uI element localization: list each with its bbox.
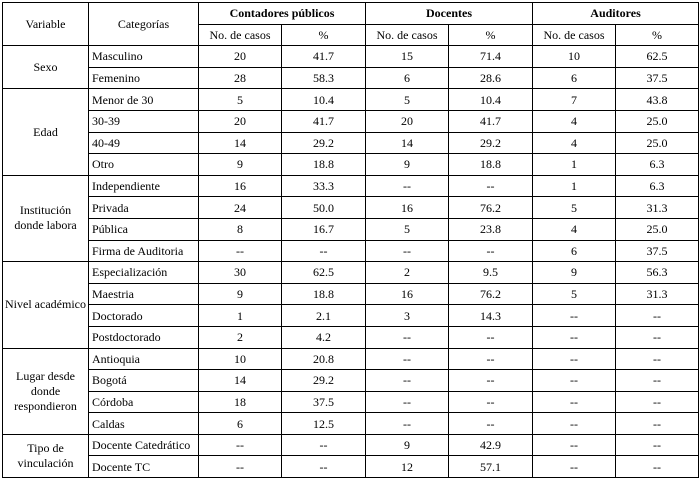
cell-casos-auditores: -- [533,370,616,392]
cell-pct-contadores: 29.2 [282,370,366,392]
header-variable: Variable [3,3,89,46]
category-cell: Masculino [89,46,199,68]
table-row [3,305,699,327]
category-cell: Postdoctorado [89,326,199,348]
table-row [3,262,699,284]
cell-pct-contadores: 41.7 [282,46,366,68]
table-row [3,89,699,111]
cell-pct-contadores: 62.5 [282,262,366,284]
category-cell: Femenino [89,67,199,89]
cell-casos-contadores: 28 [199,67,282,89]
cell-casos-contadores: -- [199,456,282,478]
cell-casos-auditores: 1 [533,175,616,197]
cell-pct-auditores: -- [616,305,699,327]
table-row [3,326,699,348]
table-row [3,283,699,305]
cell-pct-auditores: 31.3 [616,283,699,305]
cell-casos-auditores: 7 [533,89,616,111]
cell-casos-auditores: -- [533,326,616,348]
header-pct-docentes: % [449,24,533,46]
cell-pct-contadores: 18.8 [282,154,366,176]
cell-casos-auditores: -- [533,413,616,435]
table-row [3,67,699,89]
cell-casos-docentes: -- [366,240,449,262]
cell-pct-contadores: 41.7 [282,110,366,132]
table-row [3,434,699,456]
table-row [3,110,699,132]
cell-pct-docentes: 29.2 [449,132,533,154]
cell-casos-auditores: 6 [533,240,616,262]
cell-casos-contadores: 2 [199,326,282,348]
cell-pct-contadores: -- [282,240,366,262]
cell-casos-contadores: 24 [199,197,282,219]
cell-casos-docentes: -- [366,413,449,435]
cell-casos-docentes: 12 [366,456,449,478]
demographics-table [2,2,699,478]
table-row [3,370,699,392]
cell-pct-docentes: -- [449,326,533,348]
cell-casos-docentes: -- [366,326,449,348]
cell-casos-contadores: 10 [199,348,282,370]
variable-cell: Sexo [3,46,89,89]
cell-pct-docentes: -- [449,240,533,262]
cell-casos-auditores: -- [533,434,616,456]
cell-casos-docentes: 20 [366,110,449,132]
cell-pct-docentes: -- [449,175,533,197]
cell-casos-contadores: 1 [199,305,282,327]
cell-casos-contadores: 20 [199,110,282,132]
category-cell: Pública [89,218,199,240]
header-categorias: Categorías [89,3,199,46]
cell-pct-auditores: -- [616,434,699,456]
cell-pct-docentes: -- [449,413,533,435]
cell-pct-docentes: -- [449,391,533,413]
header-group-contadores: Contadores públicos [199,3,366,25]
cell-pct-contadores: 58.3 [282,67,366,89]
cell-casos-auditores: 5 [533,283,616,305]
cell-pct-auditores: -- [616,370,699,392]
cell-casos-docentes: -- [366,391,449,413]
cell-pct-docentes: 71.4 [449,46,533,68]
cell-casos-auditores: 10 [533,46,616,68]
cell-pct-docentes: 23.8 [449,218,533,240]
category-cell: Especialización [89,262,199,284]
cell-casos-contadores: 6 [199,413,282,435]
cell-pct-contadores: 16.7 [282,218,366,240]
table-row [3,46,699,68]
cell-pct-contadores: 20.8 [282,348,366,370]
cell-casos-auditores: 4 [533,132,616,154]
cell-pct-docentes: 10.4 [449,89,533,111]
cell-casos-docentes: 5 [366,218,449,240]
category-cell: Caldas [89,413,199,435]
category-cell: Docente TC [89,456,199,478]
cell-pct-auditores: -- [616,413,699,435]
category-cell: Privada [89,197,199,219]
category-cell: Antioquia [89,348,199,370]
table-row [3,218,699,240]
cell-pct-docentes: 41.7 [449,110,533,132]
table-row [3,456,699,478]
category-cell: Córdoba [89,391,199,413]
cell-casos-contadores: -- [199,434,282,456]
table-row [3,391,699,413]
category-cell: 40-49 [89,132,199,154]
variable-cell: Nivel académico [3,262,89,348]
cell-casos-auditores: -- [533,456,616,478]
cell-pct-auditores: 6.3 [616,175,699,197]
cell-casos-docentes: 9 [366,434,449,456]
cell-pct-docentes: -- [449,348,533,370]
cell-pct-docentes: 18.8 [449,154,533,176]
header-row-groups [3,3,699,25]
cell-pct-auditores: 25.0 [616,218,699,240]
cell-pct-docentes: 28.6 [449,67,533,89]
cell-casos-contadores: -- [199,240,282,262]
cell-pct-contadores: 29.2 [282,132,366,154]
table-header [3,3,699,46]
cell-pct-docentes: 42.9 [449,434,533,456]
cell-casos-docentes: 2 [366,262,449,284]
cell-pct-contadores: 4.2 [282,326,366,348]
cell-casos-contadores: 8 [199,218,282,240]
header-pct-auditores: % [616,24,699,46]
table-row [3,154,699,176]
cell-casos-contadores: 16 [199,175,282,197]
cell-pct-docentes: 76.2 [449,283,533,305]
cell-casos-docentes: 16 [366,197,449,219]
header-casos-contadores: No. de casos [199,24,282,46]
table-row [3,175,699,197]
cell-casos-contadores: 14 [199,132,282,154]
header-pct-contadores: % [282,24,366,46]
header-casos-docentes: No. de casos [366,24,449,46]
cell-pct-auditores: 37.5 [616,240,699,262]
category-cell: Doctorado [89,305,199,327]
cell-casos-docentes: 5 [366,89,449,111]
table-row [3,132,699,154]
cell-pct-auditores: -- [616,456,699,478]
category-cell: Maestria [89,283,199,305]
cell-pct-docentes: 9.5 [449,262,533,284]
cell-pct-contadores: 2.1 [282,305,366,327]
cell-casos-docentes: 6 [366,67,449,89]
cell-pct-auditores: 37.5 [616,67,699,89]
category-cell: Firma de Auditoria [89,240,199,262]
header-casos-auditores: No. de casos [533,24,616,46]
cell-casos-auditores: 5 [533,197,616,219]
cell-pct-auditores: -- [616,391,699,413]
cell-casos-auditores: 9 [533,262,616,284]
cell-pct-auditores: -- [616,348,699,370]
category-cell: Otro [89,154,199,176]
cell-pct-contadores: 33.3 [282,175,366,197]
cell-pct-auditores: 56.3 [616,262,699,284]
table-row [3,413,699,435]
header-group-docentes: Docentes [366,3,533,25]
table-row [3,240,699,262]
category-cell: 30-39 [89,110,199,132]
cell-casos-contadores: 14 [199,370,282,392]
cell-casos-auditores: 4 [533,218,616,240]
cell-pct-docentes: 14.3 [449,305,533,327]
cell-casos-auditores: 1 [533,154,616,176]
cell-pct-auditores: 31.3 [616,197,699,219]
cell-pct-contadores: 12.5 [282,413,366,435]
header-group-auditores: Auditores [533,3,699,25]
variable-cell: Edad [3,89,89,175]
category-cell: Menor de 30 [89,89,199,111]
cell-pct-auditores: 6.3 [616,154,699,176]
cell-casos-auditores: 4 [533,110,616,132]
cell-casos-auditores: -- [533,348,616,370]
cell-casos-docentes: -- [366,348,449,370]
cell-casos-contadores: 30 [199,262,282,284]
cell-casos-docentes: 14 [366,132,449,154]
table-row [3,348,699,370]
cell-pct-contadores: 37.5 [282,391,366,413]
cell-casos-contadores: 20 [199,46,282,68]
variable-cell: Institución donde labora [3,175,89,261]
cell-pct-contadores: 18.8 [282,283,366,305]
cell-pct-auditores: 25.0 [616,132,699,154]
cell-pct-auditores: -- [616,326,699,348]
cell-pct-contadores: 50.0 [282,197,366,219]
cell-casos-docentes: 9 [366,154,449,176]
table-body [3,46,699,478]
cell-casos-contadores: 9 [199,154,282,176]
cell-casos-auditores: 6 [533,67,616,89]
cell-casos-contadores: 9 [199,283,282,305]
table-row [3,197,699,219]
cell-pct-auditores: 62.5 [616,46,699,68]
cell-casos-auditores: -- [533,391,616,413]
variable-cell: Tipo de vinculación [3,434,89,477]
cell-pct-auditores: 25.0 [616,110,699,132]
cell-pct-contadores: -- [282,456,366,478]
cell-casos-auditores: -- [533,305,616,327]
cell-casos-docentes: 15 [366,46,449,68]
category-cell: Independiente [89,175,199,197]
cell-pct-contadores: 10.4 [282,89,366,111]
cell-casos-contadores: 18 [199,391,282,413]
cell-pct-docentes: 57.1 [449,456,533,478]
cell-casos-contadores: 5 [199,89,282,111]
cell-casos-docentes: 16 [366,283,449,305]
cell-pct-docentes: -- [449,370,533,392]
variable-cell: Lugar desde donde respondieron [3,348,89,434]
cell-casos-docentes: -- [366,370,449,392]
category-cell: Docente Catedrático [89,434,199,456]
cell-casos-docentes: 3 [366,305,449,327]
cell-pct-docentes: 76.2 [449,197,533,219]
cell-casos-docentes: -- [366,175,449,197]
category-cell: Bogotá [89,370,199,392]
cell-pct-contadores: -- [282,434,366,456]
cell-pct-auditores: 43.8 [616,89,699,111]
